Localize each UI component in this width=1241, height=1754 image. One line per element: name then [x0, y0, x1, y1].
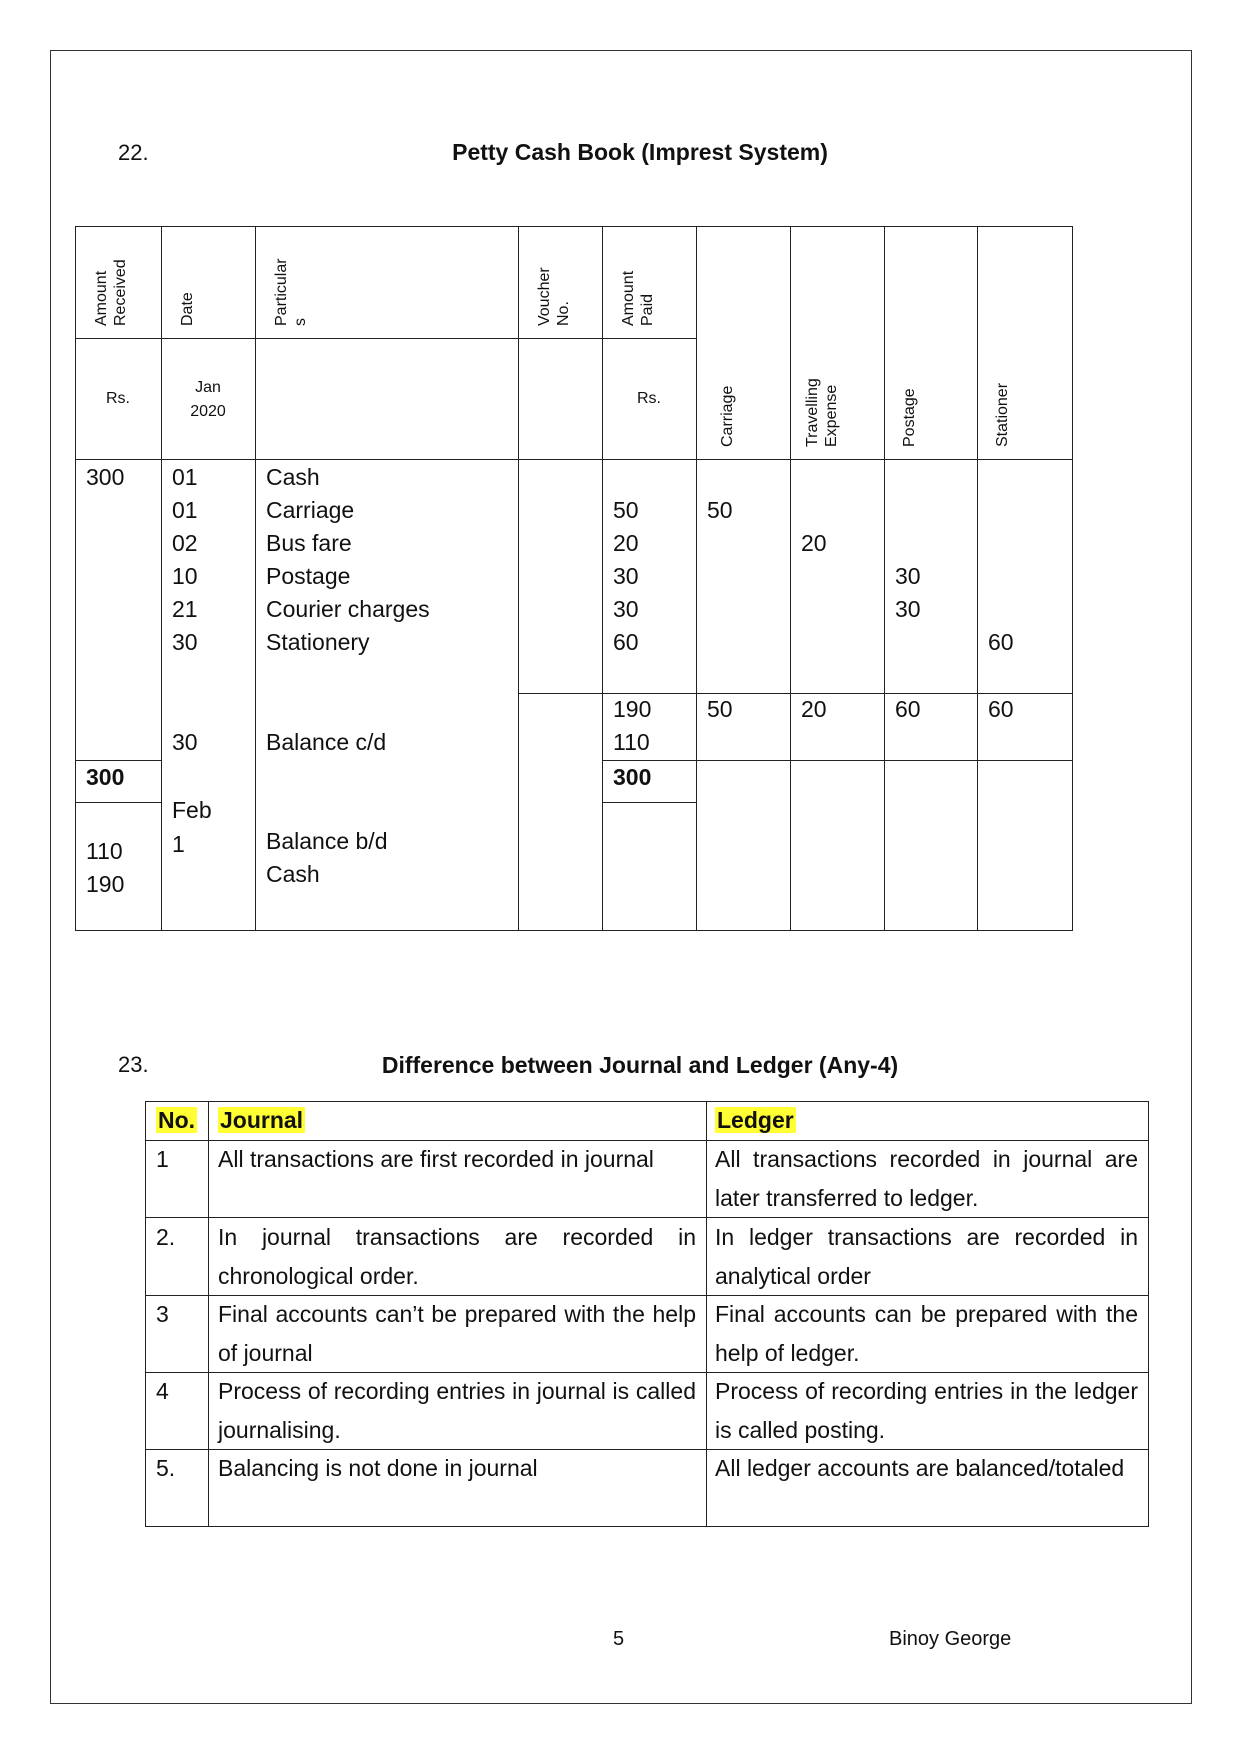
amount-paid-cell: 30 — [613, 563, 639, 589]
header-postage: Postage — [901, 388, 918, 447]
date-cell: 01 — [172, 497, 198, 523]
amount-paid-cell: 50 — [613, 497, 639, 523]
row-journal: Process of recording entries in journal is called journalising. — [218, 1378, 696, 1443]
row-ledger: In ledger transactions are recorded in analytical order — [715, 1224, 1138, 1289]
stationer-cell: 60 — [988, 629, 1014, 655]
particulars-cell: Carriage — [266, 497, 355, 523]
postage-cell: 30 — [895, 563, 921, 589]
particulars-cell: Courier charges — [266, 596, 430, 622]
row-journal: Balancing is not done in journal — [218, 1455, 538, 1481]
total-travelling: 20 — [801, 696, 827, 722]
amount-received-cell: 300 — [86, 464, 125, 490]
header-amount-paid: Amount Paid — [620, 270, 656, 326]
row-no: 2. — [156, 1224, 176, 1250]
total-carriage: 50 — [707, 696, 733, 722]
unit-rs-paid: Rs. — [637, 390, 661, 407]
total-amount-paid: 190 — [613, 696, 652, 722]
header-date: Date — [179, 292, 196, 326]
feb-month: Feb — [172, 797, 212, 823]
row-no: 1 — [156, 1146, 169, 1172]
date-cell: 02 — [172, 530, 198, 556]
balance-cd-amount: 110 — [613, 729, 650, 755]
row-no: 3 — [156, 1301, 169, 1327]
page-number: 5 — [613, 1628, 625, 1650]
amount-paid-cell: 20 — [613, 530, 639, 556]
row-ledger: All ledger accounts are balanced/totaled — [715, 1455, 1125, 1481]
travelling-cell: 20 — [801, 530, 827, 556]
date-cell: 10 — [172, 563, 198, 589]
row-journal: In journal transactions are recorded in chronological order. — [218, 1224, 696, 1289]
particulars-cell: Stationery — [266, 629, 370, 655]
header-particulars: Particular s — [273, 258, 309, 326]
balance-cd-label: Balance c/d — [266, 729, 387, 755]
amount-paid-cell: 30 — [613, 596, 639, 622]
unit-rs-received: Rs. — [106, 390, 130, 407]
question-23-title: Difference between Journal and Ledger (Any-4) — [381, 1052, 899, 1078]
amount-paid-cell: 60 — [613, 629, 639, 655]
row-ledger: Process of recording entries in the ledger is called posting. — [715, 1378, 1138, 1443]
feb-particulars: Balance b/d — [266, 828, 388, 854]
balance-cd-date: 30 — [172, 729, 198, 755]
grand-total-received: 300 — [86, 764, 125, 790]
header-voucher-no: Voucher No. — [536, 267, 572, 326]
question-23-number: 23. — [118, 1052, 149, 1077]
header-journal: Journal — [220, 1107, 304, 1133]
particulars-cell: Cash — [266, 464, 320, 490]
particulars-cell: Postage — [266, 563, 351, 589]
row-journal: All transactions are first recorded in journal — [218, 1146, 654, 1172]
header-stationer: Stationer — [994, 382, 1011, 447]
feb-amount: 190 — [86, 871, 125, 897]
date-cell: 01 — [172, 464, 198, 490]
postage-cell: 30 — [895, 596, 921, 622]
date-cell: 30 — [172, 629, 198, 655]
header-carriage: Carriage — [719, 385, 736, 447]
row-ledger: Final accounts can be prepared with the help of ledger. — [715, 1301, 1138, 1366]
header-no: No. — [158, 1107, 196, 1133]
footer-author: Binoy George — [889, 1628, 1012, 1650]
date-cell: 21 — [172, 596, 198, 622]
row-no: 5. — [156, 1455, 176, 1481]
feb-day: 1 — [172, 831, 185, 857]
header-amount-received: Amount Received — [93, 259, 129, 326]
grand-total-paid: 300 — [613, 764, 652, 790]
total-postage: 60 — [895, 696, 921, 722]
unit-jan: Jan — [195, 379, 221, 396]
total-stationer: 60 — [988, 696, 1014, 722]
feb-particulars: Cash — [266, 861, 320, 887]
feb-amount: 110 — [86, 838, 123, 864]
row-no: 4 — [156, 1378, 169, 1404]
question-22-number: 22. — [118, 140, 149, 165]
header-ledger: Ledger — [717, 1107, 794, 1133]
particulars-cell: Bus fare — [266, 530, 352, 556]
row-journal: Final accounts can’t be prepared with the help of journal — [218, 1301, 696, 1366]
question-22-title: Petty Cash Book (Imprest System) — [452, 139, 828, 165]
carriage-cell: 50 — [707, 497, 733, 523]
header-travelling-expense: Travelling Expense — [804, 378, 840, 447]
row-ledger: All transactions recorded in journal are later transferred to ledger. — [715, 1146, 1138, 1211]
unit-2020: 2020 — [190, 403, 226, 420]
